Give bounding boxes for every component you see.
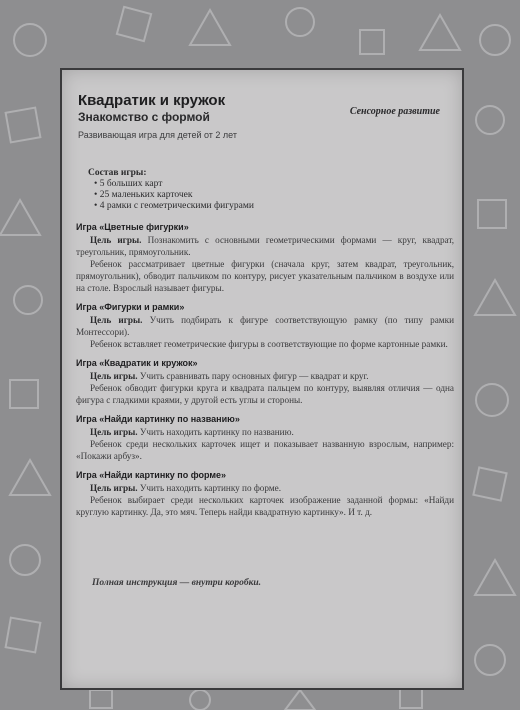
- game-section: [76, 414, 454, 462]
- section-goal: [76, 482, 454, 494]
- goal-label: Цель игры.: [90, 427, 138, 437]
- section-goal: [76, 234, 454, 258]
- goal-text: Познакомить с основными геометрическими формами — круг, квадрат, треугольник, прямоугольник.: [76, 235, 454, 257]
- page-subtitle: Знакомство с формой: [78, 110, 210, 124]
- contents-heading: Состав игры:: [88, 168, 147, 178]
- game-sections: [76, 222, 454, 526]
- goal-text: Учить находить картинку по названию.: [137, 427, 294, 437]
- category-label: Сенсорное развитие: [349, 106, 440, 117]
- game-section: [76, 222, 454, 294]
- age-label: Развивающая игра для детей от 2 лет: [78, 130, 237, 140]
- goal-label: Цель игры.: [90, 235, 142, 245]
- section-title: Игра «Квадратик и кружок»: [76, 358, 198, 368]
- game-section: [76, 358, 454, 406]
- section-title: Игра «Фигурки и рамки»: [76, 302, 185, 312]
- section-text: Ребенок выбирает среди нескольких карточек изображение заданной формы: «Найди круглую картинку. Да, это мяч. Теперь найди квадратную картинку». И т. д.: [76, 495, 454, 517]
- section-title: Игра «Цветные фигурки»: [76, 222, 189, 232]
- section-text: Ребенок рассматривает цветные фигурки (сначала круг, затем квадрат, треугольник, прямоугольник), обводит пальчиком по контуру, рисует указательным пальчиком в воздухе или на столе. Взрослый называет фигуры.: [76, 259, 454, 293]
- goal-text: Учить подбирать к фигуре соответствующую рамку (по типу рамки Монтессори).: [76, 315, 454, 337]
- goal-label: Цель игры.: [90, 315, 143, 325]
- list-item: • 25 маленьких карточек: [94, 190, 193, 200]
- page-title: Квадратик и кружок: [78, 92, 226, 109]
- goal-text: Учить находить картинку по форме.: [137, 483, 282, 493]
- section-goal: [76, 426, 454, 438]
- list-item: • 5 больших карт: [94, 179, 163, 189]
- section-text: Ребенок среди нескольких карточек ищет и показывает названную взрослым, например: «Покажи арбуз».: [76, 439, 454, 461]
- goal-text: Учить сравнивать пару основных фигур — квадрат и круг.: [137, 371, 369, 381]
- section-goal: [76, 314, 454, 338]
- section-goal: [76, 370, 454, 382]
- section-title: Игра «Найди картинку по форме»: [76, 470, 227, 480]
- list-item: • 4 рамки с геометрическими фигурами: [94, 201, 254, 211]
- game-contents: [88, 168, 254, 212]
- goal-label: Цель игры.: [90, 483, 138, 493]
- footer-note: Полная инструкция — внутри коробки.: [92, 578, 262, 588]
- game-section: [76, 302, 454, 350]
- instruction-card: [60, 68, 464, 690]
- game-section: [76, 470, 454, 518]
- section-text: Ребенок вставляет геометрические фигуры в соответствующие по форме картонные рамки.: [90, 339, 448, 349]
- section-text: Ребенок обводит фигурки круга и квадрата пальцем по контуру, выявляя отличия — одна фигура с гладкими краями, у другой есть углы и стороны.: [76, 383, 454, 405]
- section-title: Игра «Найди картинку по названию»: [76, 414, 240, 424]
- contents-list: [88, 179, 254, 212]
- goal-label: Цель игры.: [90, 371, 138, 381]
